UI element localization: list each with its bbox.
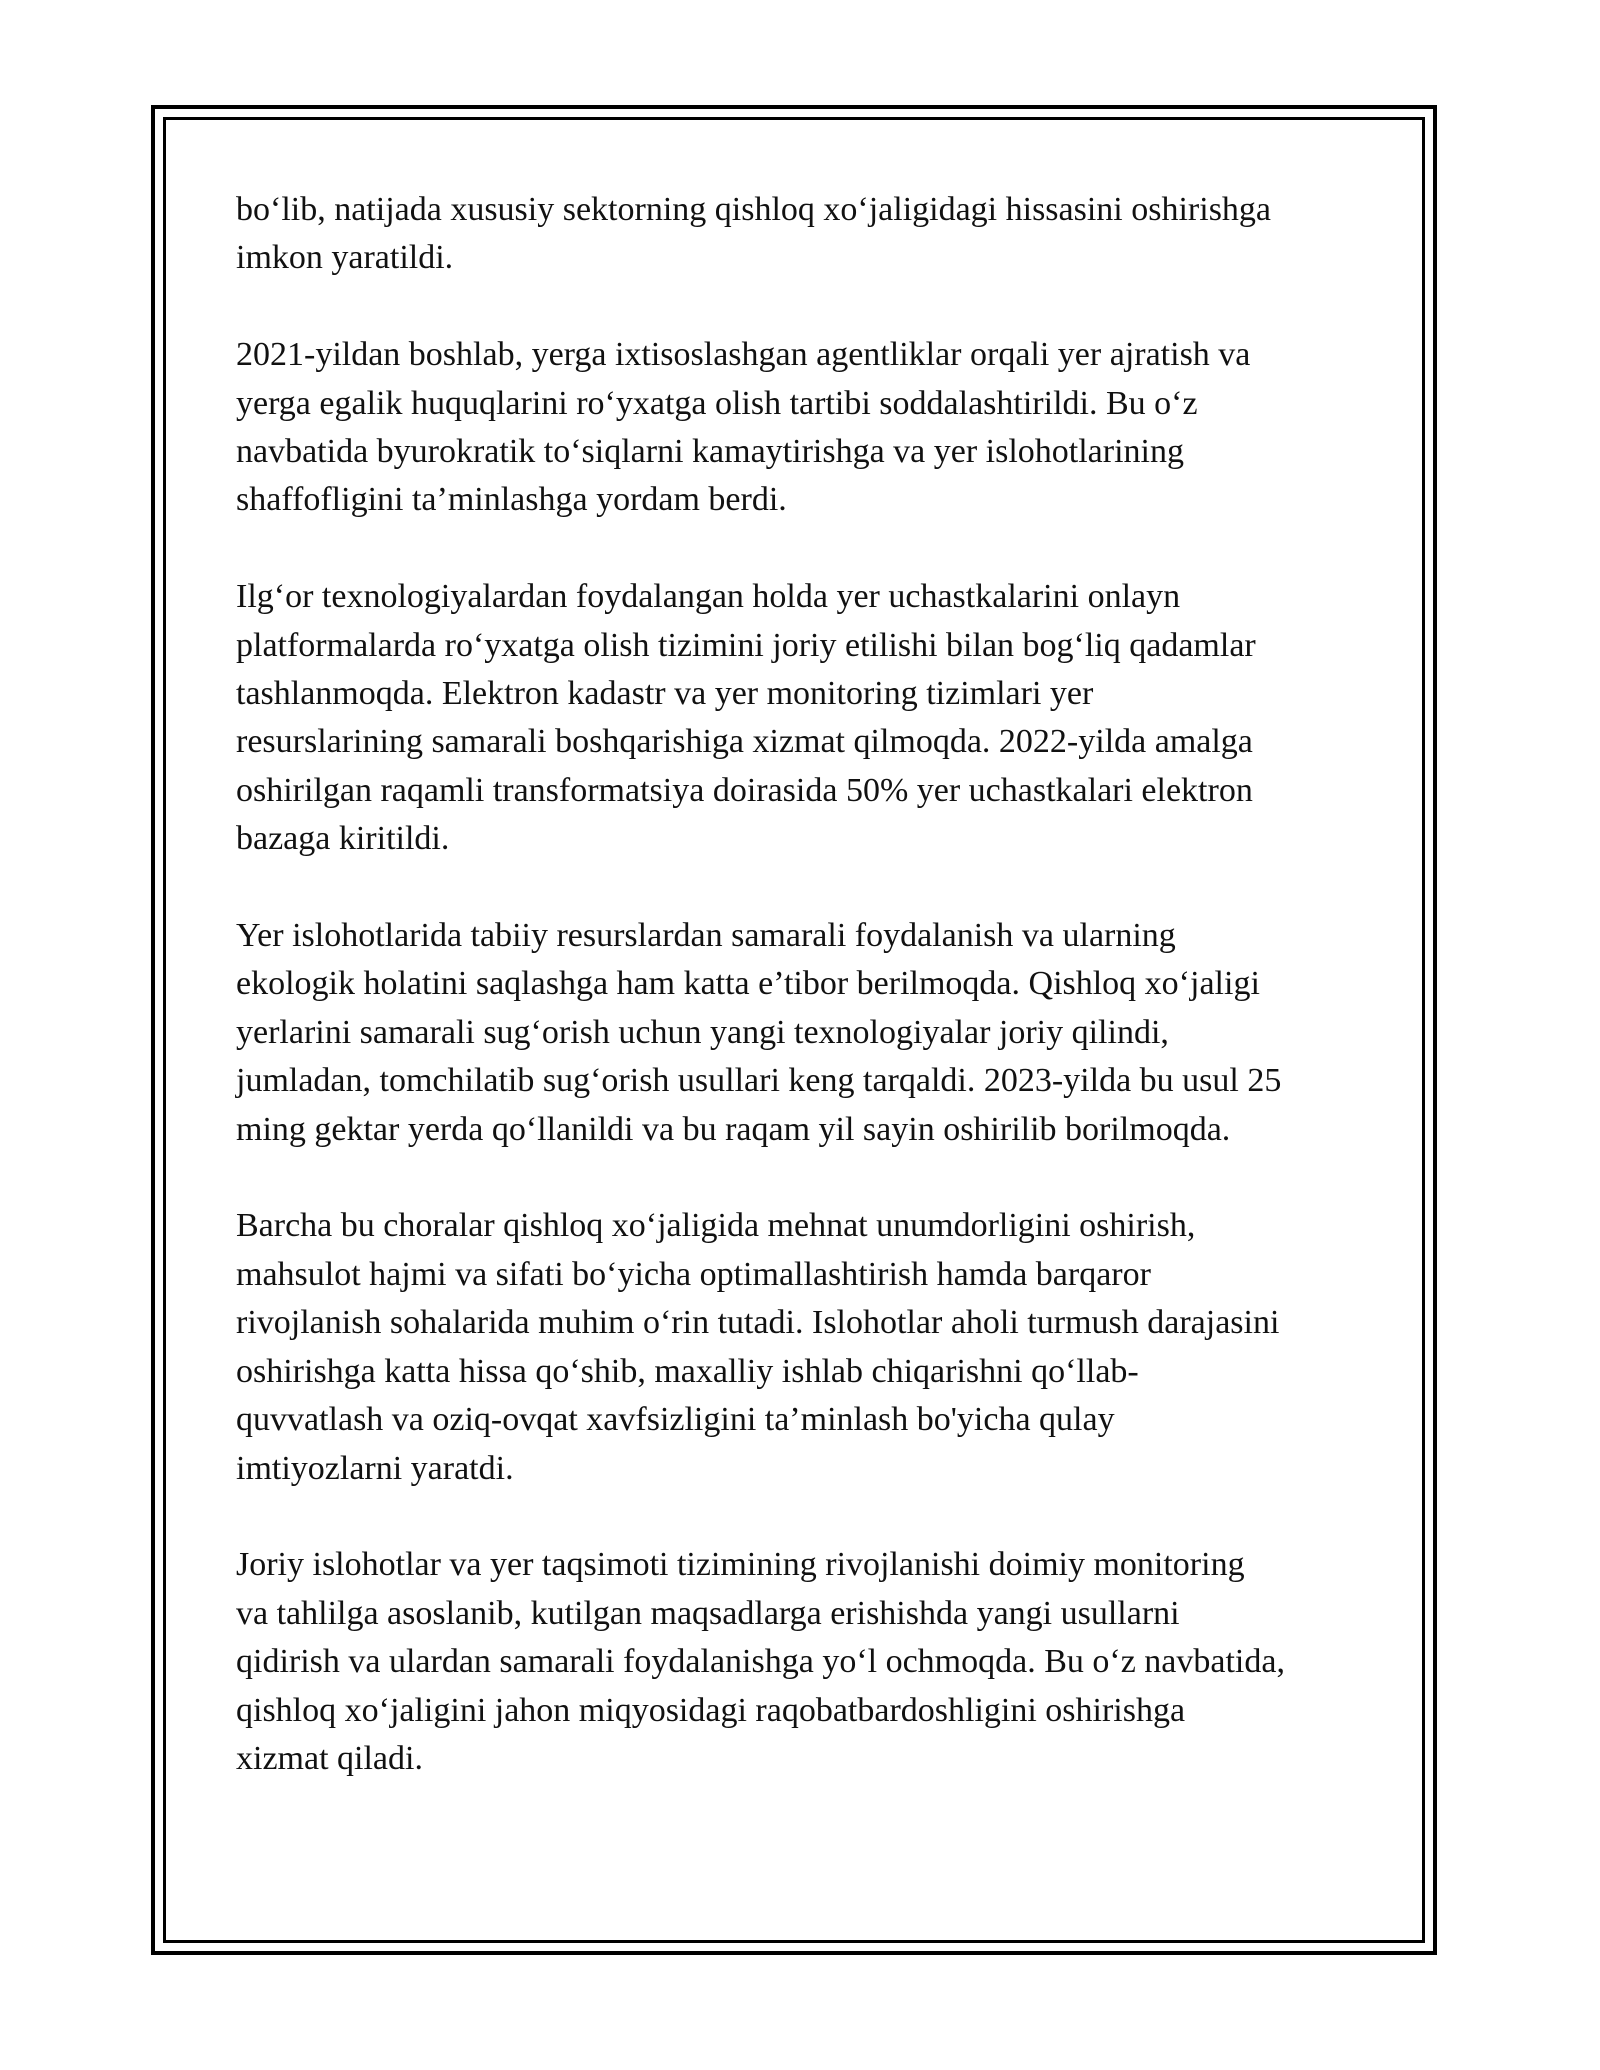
paragraph-6: Joriy islohotlar va yer taqsimoti tizimining rivojlanishi doimiy monitoring va tahlilga asoslanib, kutilgan maqsadlarga erishishda yangi usullarni qidirish va ulardan samarali foydalanishga yo‘l ochmoqda. Bu o‘z navbatida, qishloq xo‘jaligini jahon miqyosidagi raqobatbardoshligini oshirishga xizmat qiladi.	[236, 1546, 1285, 1777]
document-body	[236, 186, 1366, 1832]
paragraph-3: Ilg‘or texnologiyalardan foydalangan holda yer uchastkalarini onlayn platformalarda ro‘yxatga olish tizimini joriy etilishi bilan bog‘liq qadamlar tashlanmoqda. Elektron kadastr va yer monitoring tizimlari yer resurslarining samarali boshqarishiga xizmat qilmoqda. 2022-yilda amalga oshirilgan raqamli transformatsiya doirasida 50% yer uchastkalari elektron bazaga kiritildi.	[236, 578, 1256, 858]
paragraph-1: bo‘lib, natijada xususiy sektorning qishloq xo‘jaligidagi hissasini oshirishga imkon yaratildi.	[236, 191, 1272, 277]
paragraph-5: Barcha bu choralar qishloq xo‘jaligida mehnat unumdorligini oshirish, mahsulot hajmi va sifati bo‘yicha optimallashtirish hamda barqaror rivojlanish sohalarida muhim o‘rin tutadi. Islohotlar aholi turmush darajasini oshirishga katta hissa qo‘shib, maxalliy ishlab chiqarishni qo‘llab- quvvatlash va oziq-ovqat xavfsizligini ta’minlash bo'yicha qulay imtiyozlarni yaratdi.	[236, 1207, 1280, 1487]
paragraph-2: 2021-yildan boshlab, yerga ixtisoslashgan agentliklar orqali yer ajratish va yerga egalik huquqlarini ro‘yxatga olish tartibi soddalashtirildi. Bu o‘z navbatida byurokratik to‘siqlarni kamaytirishga va yer islohotlarining shaffofligini ta’minlashga yordam berdi.	[236, 336, 1251, 519]
paragraph-4: Yer islohotlarida tabiiy resurslardan samarali foydalanish va ularning ekologik holatini saqlashga ham katta e’tibor berilmoqda. Qishloq xo‘jaligi yerlarini samarali sug‘orish uchun yangi texnologiyalar joriy qilindi, jumladan, tomchilatib sug‘orish usullari keng tarqaldi. 2023-yilda bu usul 25 ming gektar yerda qo‘llanildi va bu raqam yil sayin oshirilib borilmoqda.	[236, 917, 1282, 1148]
